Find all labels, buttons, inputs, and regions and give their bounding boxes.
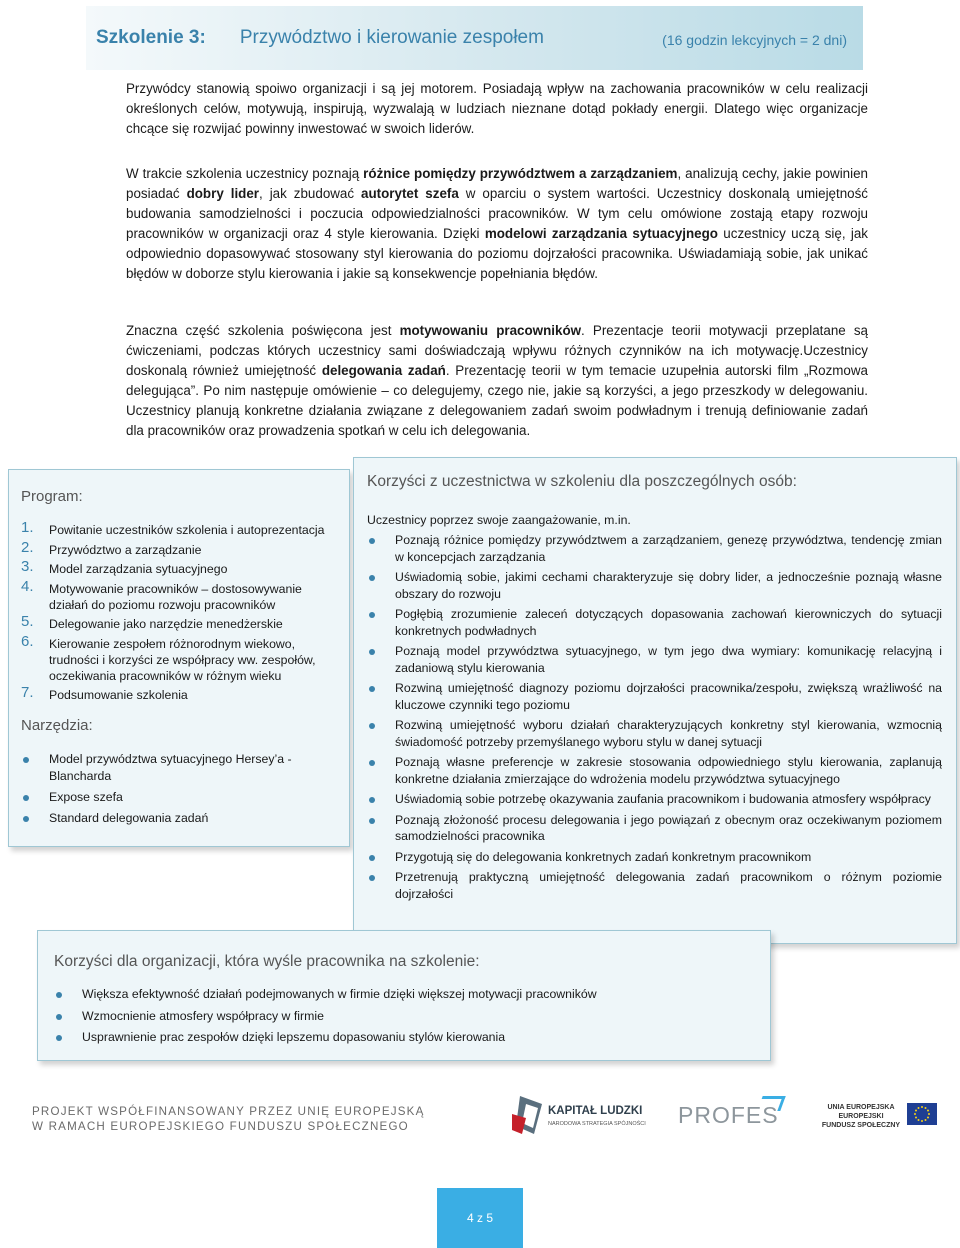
bullet-icon [23,816,29,822]
bullet-icon [369,875,375,881]
program-list [21,519,343,703]
tool-item [21,751,343,784]
benefit-item [367,606,942,639]
bullet-icon [23,795,29,801]
org-benefit-item-text: Wzmocnienie atmosfery współpracy w firmie [82,1008,324,1023]
benefit-item [367,717,942,750]
text-run: delegowania zadań [321,363,446,378]
intro-paragraph-3 [126,321,868,441]
org-benefits-title: Korzyści dla organizacji, która wyśle pracownika na szkolenie: [54,953,480,970]
text-run: w oparciu o system wartości. Uczestnicy doskonalą umiejętność budowania samodzielności i poczucia odpowiedzialności pracowników. W tym celu omówione zostają etapy rozwoju pracowników w organizacji oraz 4 style kierowania. Dzięki [126,186,868,241]
kapital-ludzki-title: KAPITAŁ LUDZKI [548,1105,643,1117]
bullet-icon [56,1014,62,1020]
program-item [21,558,343,577]
benefit-item [367,849,942,866]
bullet-icon [369,760,375,766]
program-item-number: 4. [21,577,34,595]
bullet-icon [56,992,62,998]
benefit-item-text: Uświadomią sobie, jakimi cechami charakteryzuje się dobry lider, a jednocześnie poznają własne obszary do rozwoju [395,570,942,601]
program-item [21,519,343,538]
benefit-item-text: Poznają różnice pomiędzy przywództwem a zarządzaniem, genezę przywództwa, tendencję zmian w koncepcjach zarządzania [395,533,942,564]
text-run: motywowaniu pracowników [399,323,582,338]
text-run: dobry lider [186,186,260,201]
benefits-intro: Uczestnicy poprzez swoje zaangażowanie, m.in. [367,513,631,527]
benefit-item-text: Przygotują się do delegowania konkretnych zadań konkretnym pracownikom [395,849,812,864]
org-benefit-item [54,1008,756,1025]
benefit-item-text: Poznają model przywództwa sytuacyjnego, w tym jego dwa wymiary: komunikację relacyjną i zadaniową stylu kierowania [395,644,942,675]
bullet-icon [369,538,375,544]
program-item [21,684,343,703]
program-item-number: 3. [21,558,34,575]
program-box [8,469,350,847]
profes-wordmark: PROFES [678,1102,779,1128]
tool-item-text: Standard delegowania zadań [49,810,209,825]
training-title: Przywództwo i kierowanie zespołem [239,27,544,48]
bullet-icon [23,757,29,763]
profes-logo [678,1102,788,1138]
bullet-icon [369,723,375,729]
eu-project-note: PROJEKT WSPÓŁFINANSOWANY PRZEZ UNIĘ EUROPEJSKĄ W RAMACH EUROPEJSKIEGO FUNDUSZU SPOŁECZNEGO [32,1105,425,1133]
benefit-item [367,791,942,808]
program-item-text: Motywowanie pracowników – dostosowywanie działań do poziomu rozwoju pracowników [49,581,302,612]
program-title: Program: [21,488,83,505]
benefit-item-text: Rozwiną umiejętność wyboru działań charakteryzujących konkretny styl kierowania, wzmocnią świadomość potrzeby przemyślanego wyboru stylu w danej sytuacji [395,718,942,749]
benefit-item-text: Pogłębią zrozumienie zaleceń dotyczących dopasowania zachowań kierowniczych do sytuacji konkretnych podwładnych [395,607,942,638]
benefit-item-text: Poznają złożoność procesu delegowania i jego powiązań z obecnym oraz oczekiwanym poziomem samodzielności pracownika [395,812,942,843]
text-run: autorytet szefa [361,186,459,201]
tool-item [21,789,343,806]
program-item-text: Powitanie uczestników szkolenia i autoprezentacja [49,523,325,537]
tool-item [21,810,343,827]
program-item-text: Delegowanie jako narzędzie menedżerskie [49,617,283,631]
benefit-item [367,869,942,902]
org-benefits-list [54,986,756,1046]
kapital-ludzki-logo [512,1094,652,1140]
intro-paragraph-1: Przywódcy stanowią spoiwo organizacji i są jej motorem. Posiadają wpływ na zachowania pracowników w celu realizacji określonych celów, motywują, inspirują, wyzwalają w ludziach nieznane dotąd pokłady energii. Dlatego więc organizacje chcące się rozwijać powinny inwestować w swoich liderów. [126,81,868,136]
benefit-item-text: Rozwiną umiejętność diagnozy poziomu dojrzałości pracownika/zespołu, zwiększą wrażliwość na kluczowe czynniki tego poziomu [395,681,942,712]
program-item [21,577,343,613]
text-run: uczestnicy uczą się, jak odpowiednio dopasowywać stosowany styl kierowania do poziomu dojrzałości pracownika. Uświadamiają sobie, jak unikać błędów w doborze stylu kierowania i jakie są konsekwencje popełniania błędów. [126,226,869,281]
program-item [21,613,343,632]
org-benefit-item [54,1029,756,1046]
benefit-item-text: Przetrenują praktyczną umiejętność delegowania zadań pracownikom o różnym poziomie dojrzałości [395,870,942,901]
kapital-ludzki-emblem-icon [512,1094,546,1136]
eu-logo: UNIA EUROPEJSKA EUROPEJSKI FUNDUSZ SPOŁECZNY [817,1103,937,1143]
benefit-item [367,812,942,845]
program-item-text: Kierowanie zespołem różnorodnym wiekowo, trudności i korzyści ze współpracy ww. zespołów, oczekiwania pracowników w różnym wieku [49,636,316,683]
bullet-icon [369,649,375,655]
org-benefit-item-text: Większa efektywność działań podejmowanych w firmie dzięki większej motywacji pracowników [82,987,597,1001]
benefit-item [367,532,942,565]
tools-list [21,751,343,826]
org-benefits-box [37,930,771,1061]
program-item-number: 5. [21,613,34,630]
bullet-icon [369,797,375,803]
benefit-item-text: Poznają własne preferencje w zakresie stosowania odpowiedniego stylu kierowania, zaplanują konkretne działania zmierzające do wdrożenia modelu przywództwa sytuacyjnego [395,755,942,786]
bullet-icon [369,855,375,861]
text-run: , jak zbudować [259,186,362,201]
program-item-text: Model zarządzania sytuacyjnego [49,562,228,576]
program-item-text: Podsumowanie szkolenia [49,688,188,702]
org-benefit-item [54,986,756,1003]
benefit-item-text: Uświadomią sobie potrzebę okazywania zaufania pracownikom i budowania atmosfery współpracy [395,792,931,806]
text-run: W trakcie szkolenia uczestnicy poznają [126,166,364,181]
tools-title: Narzędzia: [21,717,93,734]
kapital-ludzki-subtitle: NARODOWA STRATEGIA SPÓJNOŚCI [548,1121,646,1127]
benefits-title: Korzyści z uczestnictwa w szkoleniu dla poszczególnych osób: [367,473,797,490]
tool-item-text: Model przywództwa sytuacyjnego Hersey’a - Blancharda [49,752,292,783]
bullet-icon [369,686,375,692]
text-run: , analizują cechy, jakie powinien posiadać [126,166,868,201]
benefit-item [367,643,942,676]
program-item [21,538,343,558]
text-run: . Prezentację teorii w tym temacie uzupełnia autorski film „Rozmowa delegująca”. Po nim następuje omówienie – co delegujemy, czego nie, jakie są korzyści, a jego przeszkody w delegowaniu. Uczestnicy planują konkretne działania związane z delegowaniem zadań swoim podwładnym i trenują definiowanie zadań dla pracowników oraz prowadzenia spotkań w celu ich delegowania. [126,363,868,438]
text-run: . Prezentacje teorii motywacji przeplatane są ćwiczeniami, podczas których uczestnicy sami doświadczają wpływu różnych czynników na ich motywację.Uczestnicy doskonalą również umiejętność [126,323,868,378]
page-header [86,6,863,70]
bullet-icon [369,818,375,824]
org-benefit-item-text: Usprawnienie prac zespołów dzięki lepszemu dopasowaniu stylów kierowania [82,1030,506,1044]
text-run: różnice pomiędzy przywództwem a zarządzaniem [363,166,678,181]
program-item [21,632,343,684]
training-number: Szkolenie 3: [96,27,206,48]
program-item-number: 1. [21,519,34,536]
benefit-item [367,569,942,602]
bullet-icon [369,575,375,581]
tool-item-text: Expose szefa [49,789,123,804]
text-run: modelowi zarządzania sytuacyjnego [484,226,718,241]
program-item-number: 6. [21,632,34,650]
eu-flag-icon [907,1103,937,1125]
program-item-number: 2. [21,538,34,556]
bullet-icon [56,1035,62,1041]
program-item-text: Przywództwo a zarządzanie [49,542,202,557]
intro-paragraph-2 [126,164,868,284]
bullet-icon [369,612,375,618]
page-number: 4 z 5 [437,1188,523,1248]
benefit-item [367,754,942,787]
training-hours: (16 godzin lekcyjnych = 2 dni) [662,32,847,48]
program-item-number: 7. [21,684,34,701]
text-run: Znaczna część szkolenia poświęcona jest [126,323,400,338]
benefit-item [367,680,942,713]
benefits-list [367,532,942,902]
individual-benefits-box [353,457,957,944]
